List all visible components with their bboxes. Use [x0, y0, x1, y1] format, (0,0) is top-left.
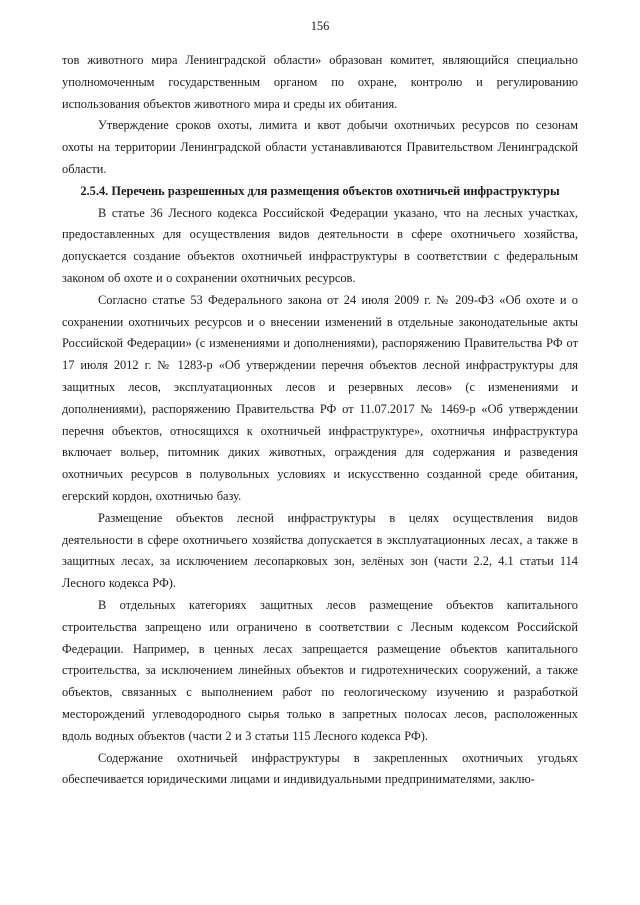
section-heading: 2.5.4. Перечень разрешенных для размещения объектов охотничьей инфраструктуры — [80, 183, 560, 198]
paragraph: В отдельных категориях защитных лесов размещение объектов капитального строительства запрещено или ограничено в соответствии с Лесным кодексом Российской Федерации. Например, в ценных лесах запрещается размещение объектов капитального строительства, за исключением линейных объектов и гидротехнических сооружений, а также объектов, связанных с выполнением работ по геологическому изучению и разработкой месторождений углеводородного сырья только в запретных полосах лесов, расположенных вдоль водных объектов (части 2 и 3 статьи 115 Лесного кодекса РФ). — [62, 597, 578, 743]
paragraph: Согласно статье 53 Федерального закона от 24 июля 2009 г. № 209-ФЗ «Об охоте и о сохранении охотничьих ресурсов и о внесении изменений в отдельные законодательные акты Российской Федерации» (с изменениями и дополнениями), распоряжению Правительства РФ от 17 июля 2012 г. № 1283-р «Об утверждении перечня объектов лесной инфраструктуры для защитных лесов, эксплуатационных лесов и резервных лесов» (с изменениями и дополнениями), распоряжению Правительства РФ от 11.07.2017 № 1469-р «Об утверждении перечня объектов, относящихся к охотничьей инфраструктуре», охотничья инфраструктура включает вольер, питомник диких животных, ограждения для содержания и разведения охотничьих ресурсов в полувольных условиях и искусственно созданной среде обитания, егерский кордон, охотничью базу. — [62, 292, 578, 503]
paragraph: Размещение объектов лесной инфраструктуры в целях осуществления видов деятельности в сфере охотничьего хозяйства допускается в эксплуатационных лесах, а также в защитных лесах, за исключением лесопарковых зон, зелёных зон (части 2.2, 4.1 статьи 114 Лесного кодекса РФ). — [62, 510, 578, 591]
paragraph: Содержание охотничьей инфраструктуры в закрепленных охотничьих угодьях обеспечивается юридическими лицами и индивидуальными предпринимателями, заклю- — [62, 750, 578, 787]
paragraph-continuation: тов животного мира Ленинградской области» образован комитет, являющийся специально уполномоченным государственным органом по охране, контролю и регулированию использования объектов животного мира и среды их обитания. — [62, 53, 578, 111]
paragraph: В статье 36 Лесного кодекса Российской Федерации указано, что на лесных участках, предоставленных для осуществления видов деятельности в сфере охотничьего хозяйства, допускается создание объектов охотничьей инфраструктуры в соответствии с федеральным законом об охоте и о сохранении охотничьих ресурсов. — [62, 205, 578, 285]
page-number: 156 — [310, 19, 330, 33]
paragraph: Утверждение сроков охоты, лимита и квот добычи охотничьих ресурсов по сезонам охоты на территории Ленинградской области устанавливаются Правительством Ленинградской области. — [62, 118, 578, 176]
